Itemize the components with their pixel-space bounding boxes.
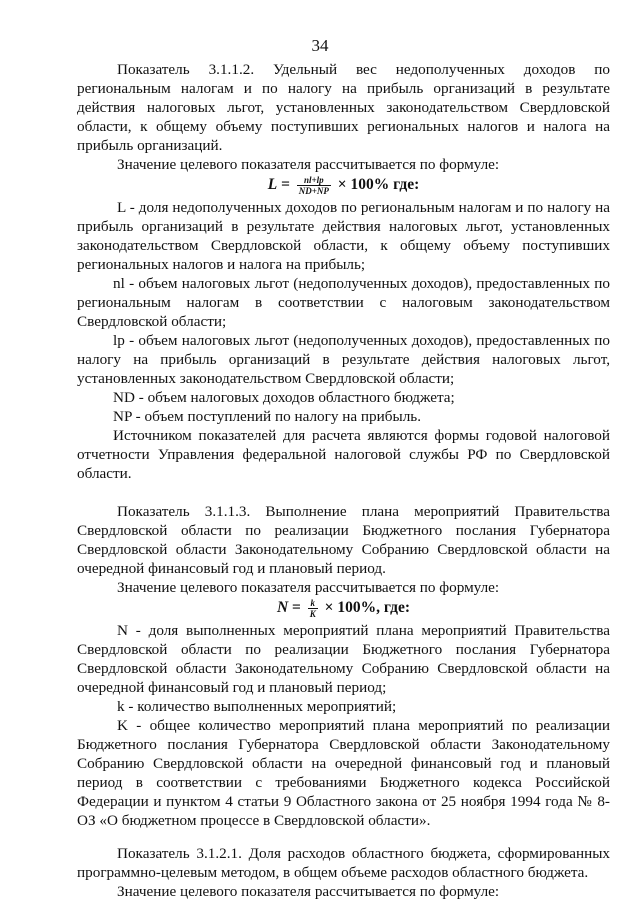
formula-rhs: × 100%: [337, 176, 390, 194]
definition-N: N - доля выполненных мероприятий плана мероприятий Правительства Свердловской области по реализации Бюджетного послания Губернатора Свердловской области Законодательному Собранию Свердловской области на очередной финансовый год и плановый период;: [77, 622, 610, 696]
definition-nl: nl - объем налоговых льгот (недополученных доходов), предоставленных по региональным налогам в соответствии с налоговым законодательством Свердловской области;: [77, 275, 610, 330]
indicator-1-formula: [77, 175, 610, 196]
formula-fraction: [297, 175, 331, 196]
formula-tail: где:: [383, 599, 411, 617]
page-number: 34: [311, 36, 329, 55]
formula-rhs: × 100%,: [324, 599, 380, 617]
definition-K: K - общее количество мероприятий плана мероприятий по реализации Бюджетного послания Губернатора Свердловской области Законодательному Собранию Свердловской области на очередной финансовый год и плановый период в соответствии с требованиями Бюджетного кодекса Российской Федерации и пунктом 4 статьи 9 Областного закона от 25 ноября 1994 года № 8-ОЗ «О бюджетном процессе в Свердловской области».: [77, 717, 610, 829]
formula-lhs: N: [276, 599, 289, 617]
definition-lp: lp - объем налоговых льгот (недополученных доходов), предоставленных по налогу на прибыль организаций в результате действия налоговых льгот, установленных законодательством Свердловской области;: [77, 332, 610, 387]
indicator-2-formula: [77, 598, 610, 619]
formula-equals: =: [281, 176, 290, 194]
formula-lhs: L: [267, 176, 278, 194]
formula-numerator: k: [308, 598, 318, 609]
page-content: [77, 60, 610, 901]
indicator-1-formula-intro: Значение целевого показателя рассчитывается по формуле:: [117, 156, 500, 173]
formula-denominator: ND+NP: [298, 186, 329, 196]
indicator-2-formula-intro: Значение целевого показателя рассчитывается по формуле:: [117, 579, 500, 596]
definition-L: L - доля недополученных доходов по региональным налогам и по налогу на прибыль организаций в результате действия налоговых льгот, установленных законодательством Свердловской области, к общему объему поступивших региональных налогов и налога на прибыль;: [77, 199, 610, 273]
formula-equals: =: [292, 599, 301, 617]
data-source-note: Источником показателей для расчета являются формы годовой налоговой отчетности Управления федеральной налоговой службы РФ по Свердловской области.: [77, 427, 610, 482]
definition-NP: NP - объем поступлений по налогу на прибыль.: [113, 408, 422, 425]
indicator-3-title: Показатель 3.1.2.1. Доля расходов областного бюджета, сформированных программно-целевым методом, в общем объеме расходов областного бюджета.: [77, 845, 610, 881]
definition-k: k - количество выполненных мероприятий;: [117, 698, 397, 715]
indicator-2-title: Показатель 3.1.1.3. Выполнение плана мероприятий Правительства Свердловской области по реализации Бюджетного послания Губернатора Свердловской области Законодательному Собранию Свердловской области на очередной финансовый год и плановый период.: [77, 503, 610, 577]
formula-tail: где:: [393, 176, 420, 194]
formula-fraction: [308, 598, 318, 619]
indicator-3-formula-intro: Значение целевого показателя рассчитывается по формуле:: [117, 883, 500, 900]
indicator-1-title: Показатель 3.1.1.2. Удельный вес недополученных доходов по региональным налогам и по налогу на прибыль организаций в результате действия налоговых льгот, установленных законодательством Свердловской области, к общему объему поступивших региональных налогов и налога на прибыль организаций.: [77, 61, 610, 154]
formula-denominator: K: [309, 609, 316, 619]
formula-numerator: nl+lp: [297, 175, 331, 186]
definition-ND: ND - объем налоговых доходов областного бюджета;: [113, 389, 455, 406]
